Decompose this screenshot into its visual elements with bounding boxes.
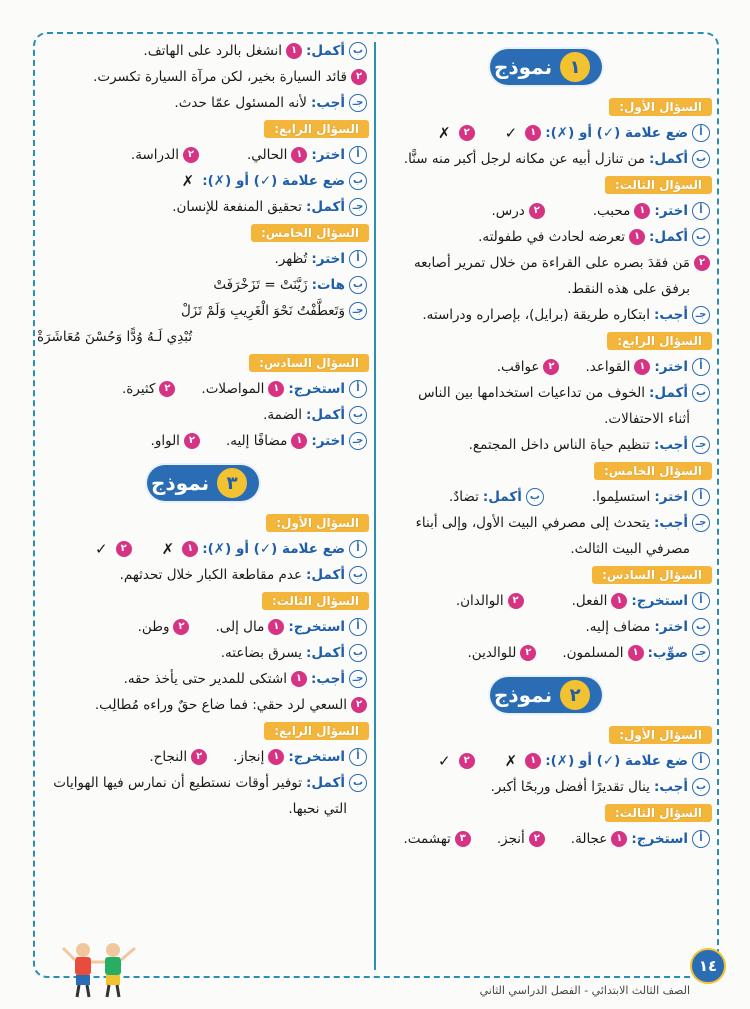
answer-line: أ ضع علامة (✓) أو (✗): ١ ✓ ٢ ✗ [380,120,712,146]
answer-line: جـ أجب: ١ اشتكى للمدير حتى يأخذ حقه. [37,666,369,692]
answer-line: جـ صوِّب: ١ المسلمون. ٢ للوالدين. [380,640,712,666]
answer-line: تُبْدِي لَـهُ وُدًّا وَحُسْنَ مُعَاشَرَةْ [37,329,193,345]
page-number: ١٤ [690,948,726,984]
cross-icon: ✗ [161,540,175,558]
answer-line: ب أكمل: يسرق بضاعته. [37,640,369,666]
question-heading: السؤال الثالث: [262,592,369,610]
answer-line: أ ضع علامة (✓) أو (✗): ١ ✗ ٢ ✓ [37,536,369,562]
question-heading: السؤال الأول: [609,726,712,744]
answer-line: أ استخرج: ١ عجالة. ٢ أنجز. ٣ تهشمت. [380,826,712,852]
answer-line: جـ اختر: ١ مضافًا إليه. ٢ الواو. [37,428,369,454]
answer-line: ب اختر: مضاف إليه. [380,614,712,640]
answer-line: التي نحبها. [288,801,347,817]
question-heading: السؤال الخامس: [594,462,712,480]
model-title: نموذج [150,471,210,495]
answer-line: ٢ مَن فقدَ بصره على القراءة من خلال تمرير أصابعه [380,250,712,276]
footer-text: الصف الثالث الابتدائي - الفصل الدراسي الثاني [479,984,690,997]
question-heading: السؤال الثالث: [605,804,712,822]
question-heading: السؤال السادس: [249,354,369,372]
question-heading: السؤال الرابع: [264,722,369,740]
answer-line: أثناء الاحتفالات. [604,411,690,427]
cross-icon: ✗ [181,172,195,190]
question-heading: السؤال الأول: [266,514,369,532]
cross-icon: ✗ [438,124,451,142]
answer-line: أ اختر: استسلِموا. ب أكمل: تضادٌ. [380,484,712,510]
answer-line: جـ أجب: ابتكاره طريقة (برايل)، بإصراره ودراسته. [380,302,712,328]
answer-line: ب ضع علامة (✓) أو (✗): ✗ [37,168,369,194]
answer-line: جـ أجب: تنظيم حياة الناس داخل المجتمع. [380,432,712,458]
answer-line: ٢ قائد السيارة بخير، لكن مرآة السيارة تكسرت. [37,64,369,90]
answer-line: جـ أكمل: تحقيق المنفعة للإنسان. [37,194,369,220]
answer-line: مصرفي البيت الثالث. [570,541,690,557]
answer-line: ب أجب: ينال تقديرًا أفضل وربحًا أكبر. [380,774,712,800]
model-1-header [380,48,712,86]
model-number: ٢ [560,680,590,710]
page-footer [0,957,750,1008]
question-heading: السؤال الخامس: [251,224,369,242]
answer-line: برفق على هذه النقط. [567,281,690,297]
cross-icon: ✗ [504,752,518,770]
answer-line: ب أكمل: عدم مقاطعة الكبار خلال تحدثهم. [37,562,369,588]
answer-line: ب أكمل: الخوف من تداعيات استخدامها بين الناس [380,380,712,406]
answer-line: أ استخرج: ١ إنجاز. ٢ النجاح. [37,744,369,770]
answer-line: ب أكمل: الضمة. [37,402,369,428]
answer-line: أ استخرج: ١ المواصلات. ٢ كثيرة. [37,376,369,402]
answer-line: أ استخرج: ١ الفعل. ٢ الوالدان. [380,588,712,614]
answer-line: جـ أجب: يتحدث إلى مصرفي البيت الأول، وإلى أبناء [380,510,712,536]
answer-line: ب أكمل: من تنازل أبيه عن مكانه لرجل أكبر منه سنًّا. [380,146,712,172]
answer-line: ب هات: زَيَّنَتْ = تَزَخْرَفَتْ [37,272,369,298]
question-heading: السؤال الثالث: [605,176,712,194]
model-number: ٣ [217,468,247,498]
left-column [37,38,369,822]
answer-line: أ استخرج: ١ مال إلى. ٢ وطن. [37,614,369,640]
column-divider [374,42,376,970]
answer-line: أ اختر: ١ محبب. ٢ درس. [380,198,712,224]
question-heading: السؤال الرابع: [264,120,369,138]
question-heading: السؤال الرابع: [607,332,712,350]
model-3-header [37,464,369,502]
answer-line: ب أكمل: ١ تعرضه لحادث في طفولته. [380,224,712,250]
question-heading: السؤال السادس: [592,566,712,584]
answer-line: جـ أجب: لأنه المسئول عمّا حدث. [37,90,369,116]
answer-line: أ اختر: ١ القواعد. ٢ عواقب. [380,354,712,380]
model-2-header [380,676,712,714]
answer-line: ب أكمل: ١ انشغل بالرد على الهاتف. [37,38,369,64]
answer-line: أ ضع علامة (✓) أو (✗): ١ ✗ ٢ ✓ [380,748,712,774]
right-column [380,38,712,852]
model-number: ١ [560,52,590,82]
answer-line: أ اختر: ١ الحالي. ٢ الدراسة. [37,142,369,168]
answer-line: ب أكمل: توفير أوقات نستطيع أن نمارس فيها الهوايات [37,770,369,796]
check-icon: ✓ [504,124,518,142]
check-icon: ✓ [438,752,451,770]
check-icon: ✓ [95,540,108,558]
answer-line: أ اختر: تُظهر. [37,246,369,272]
model-title: نموذج [493,55,553,79]
answer-line: ٢ السعي لرد حقي: فما ضاع حقٌ وراءه مُطالِب. [37,692,369,718]
answer-line: جـ وَتَعطَّفْتُ نَحْوَ الْغَرِيبِ وَلَمْ تَزَلْ [37,298,369,324]
question-heading: السؤال الأول: [609,98,712,116]
model-title: نموذج [493,683,553,707]
